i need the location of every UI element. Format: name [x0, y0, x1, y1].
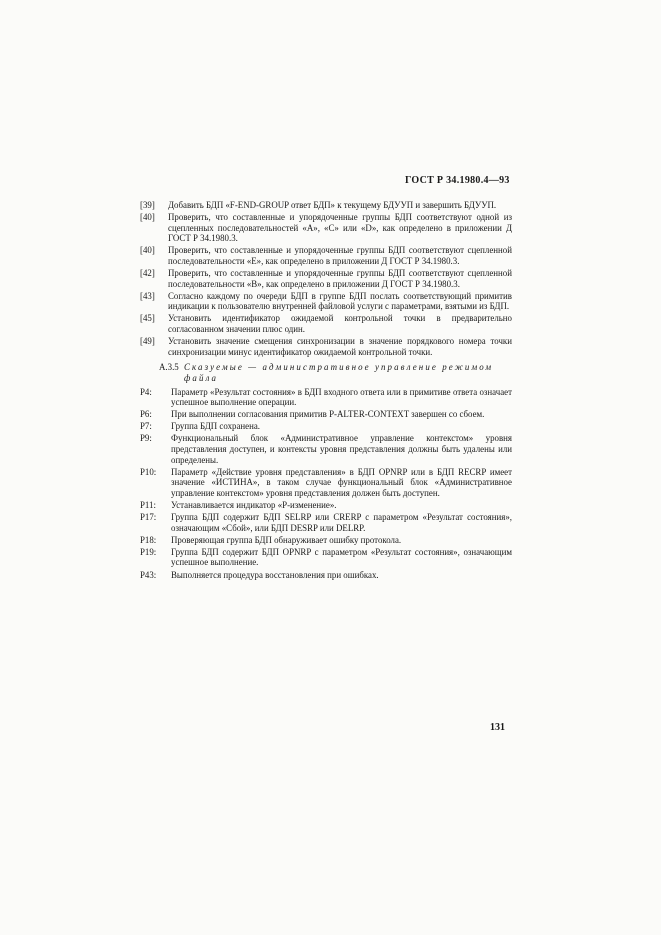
section-number: А.3.5 [159, 362, 179, 373]
predicate-list [140, 387, 512, 581]
action-entry-code: [49] [140, 336, 155, 347]
predicate-entry-text: Выполняется процедура восстановления при ошибках. [171, 569, 379, 580]
action-entry-text: Проверить, что составленные и упорядоченные группы БДП соответствуют сцепленной последовательности «Е», как определено в приложении Д ГОСТ Р 34.1980.3. [168, 245, 512, 266]
standard-header: ГОСТ Р 34.1980.4—93 [405, 175, 510, 186]
predicate-entry-code: P9: [140, 433, 152, 444]
action-list [140, 200, 512, 357]
predicate-entry-text: Группа БДП содержит БДП SELRP или CRERP с параметром «Результат состояния», означающим «Сбой», или БДП DESRP или DELRP. [171, 512, 512, 533]
action-entry-text: Проверить, что составленные и упорядоченные группы БДП соответствуют сцепленной последовательности «В», как определено в приложении Д ГОСТ Р 34.1980.3. [168, 268, 512, 289]
predicate-entry-code: P11: [140, 499, 156, 510]
action-entry [140, 291, 512, 312]
page-number: 131 [490, 722, 505, 733]
predicate-entry [140, 433, 512, 465]
action-entry-code: [43] [140, 290, 155, 301]
predicate-entry [140, 535, 512, 546]
section-title: Сказуемые — административное управление режимом файла [184, 362, 494, 383]
predicate-entry [140, 547, 512, 568]
predicate-entry-code: P7: [140, 421, 152, 432]
action-entry-code: [40] [140, 212, 155, 223]
predicate-entry-text: При выполнении согласования примитив P-ALTER-CONTEXT завершен со сбоем. [171, 409, 485, 420]
action-entry-text: Согласно каждому по очереди БДП в группе БДП послать соответствующий примитив индикации к пользователю внутренней файловой услуги с параметрами, взятыми из БДП. [168, 290, 512, 312]
predicate-entry-code: P43: [140, 569, 157, 580]
action-entry-text: Установить значение смещения синхронизации в значение порядкового номера точки синхронизации минус идентификатор ожидаемой контрольной точки. [168, 336, 512, 357]
predicate-entry-text: Группа БДП сохранена. [171, 421, 260, 432]
action-entry-code: [40] [140, 245, 155, 256]
action-entry-code: [39] [140, 200, 155, 210]
action-entry-text: Добавить БДП «F-END-GROUP ответ БДП» к текущему БДУУП и завершить БДУУП. [168, 200, 497, 210]
action-entry [140, 245, 512, 266]
predicate-entry-text: Параметр «Результат состояния» в БДП входного ответа или в примитиве ответа означает успешное выполнение операции. [171, 386, 512, 408]
predicate-entry [140, 387, 512, 408]
predicate-entry-text: Проверяющая группа БДП обнаруживает ошибку протокола. [171, 534, 402, 545]
predicate-entry-code: P19: [140, 546, 157, 557]
section-heading [159, 362, 512, 383]
predicate-entry-text: Устанавливается индикатор «Р-изменение». [171, 499, 337, 510]
action-entry [140, 200, 512, 211]
predicate-entry [140, 409, 512, 420]
action-entry-code: [42] [140, 268, 155, 279]
action-entry [140, 336, 512, 357]
predicate-entry-code: P4: [140, 386, 152, 397]
predicate-entry-text: Функциональный блок «Административное управление контекстом» уровня представления доступен, и контексты уровня представления должны быть удалены или определены. [171, 433, 512, 465]
predicate-entry [140, 512, 512, 533]
predicate-entry [140, 570, 512, 581]
predicate-entry-code: P10: [140, 466, 157, 477]
predicate-entry-code: P18: [140, 534, 157, 545]
action-entry-text: Установить идентификатор ожидаемой контрольной точки в предварительно согласованном значении плюс один. [168, 313, 512, 335]
predicate-entry-text: Группа БДП содержит БДП OPNRP с параметром «Результат состояния», означающим успешное выполнение. [171, 546, 512, 568]
action-entry-code: [45] [140, 313, 155, 324]
predicate-entry [140, 421, 512, 432]
predicate-entry-code: P17: [140, 512, 157, 523]
action-entry [140, 212, 512, 244]
predicate-entry [140, 467, 512, 499]
action-entry [140, 268, 512, 289]
predicate-entry-text: Параметр «Действие уровня представления» в БДП OPNRP или в БДП RECRP имеет значение «ИСТИНА», в таком случае функциональный блок «Административное управление контекстом» уровня представления должен быть доступен. [171, 466, 512, 498]
predicate-entry-code: P6: [140, 409, 152, 420]
document-body [140, 200, 512, 582]
action-entry [140, 313, 512, 334]
predicate-entry [140, 500, 512, 511]
action-entry-text: Проверить, что составленные и упорядоченные группы БДП соответствуют одной из сцепленных последовательностей «А», «С» или «D», как определено в приложении Д ГОСТ Р 34.1980.3. [168, 212, 512, 244]
